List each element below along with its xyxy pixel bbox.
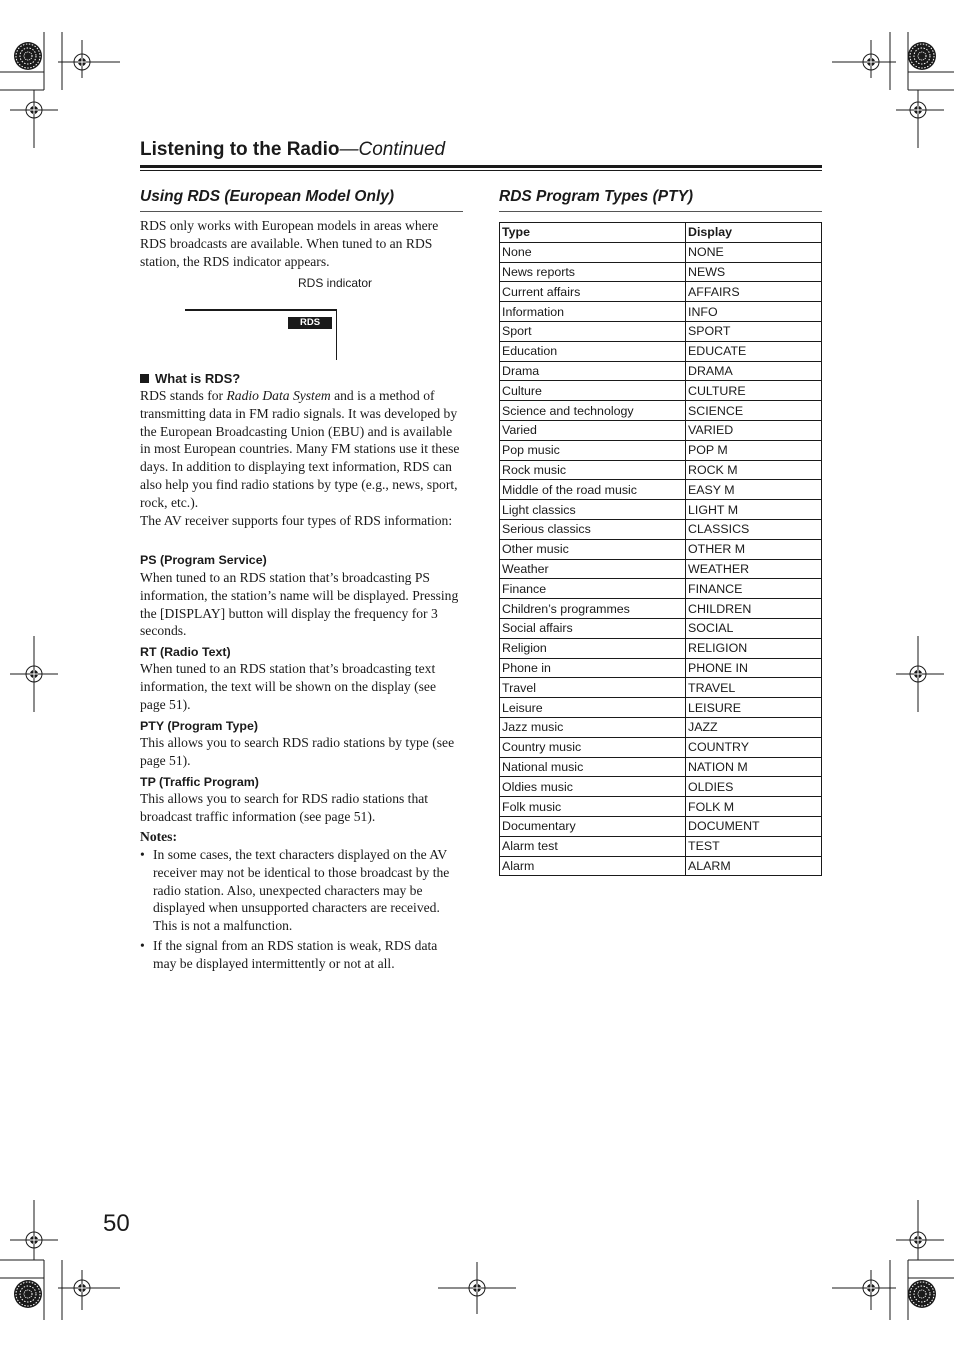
note-item [140, 846, 464, 936]
pty-heading: PTY (Program Type) [140, 719, 258, 733]
pty-table-body [500, 242, 822, 876]
table-row [500, 777, 822, 797]
table-row [500, 856, 822, 876]
cell-type: Phone in [500, 658, 686, 678]
cell-type: Varied [500, 420, 686, 440]
table-row [500, 420, 822, 440]
cell-display: RELIGION [686, 638, 822, 658]
cell-type: Culture [500, 381, 686, 401]
cell-type: Children’s programmes [500, 599, 686, 619]
section-heading-pty: RDS Program Types (PTY) [499, 188, 694, 205]
rt-heading: RT (Radio Text) [140, 645, 231, 659]
bullet-dot-icon: • [140, 938, 145, 953]
cell-type: Oldies music [500, 777, 686, 797]
page-title-main: Listening to the Radio [140, 139, 340, 160]
table-row [500, 361, 822, 381]
cell-display: ROCK M [686, 460, 822, 480]
cell-type: Jazz music [500, 717, 686, 737]
table-row [500, 440, 822, 460]
table-row [500, 242, 822, 262]
cell-display: SOCIAL [686, 618, 822, 638]
cell-type: Sport [500, 321, 686, 341]
cell-type: Drama [500, 361, 686, 381]
table-row [500, 321, 822, 341]
cell-display: NEWS [686, 262, 822, 282]
notes-heading: Notes: [140, 829, 177, 844]
table-row [500, 341, 822, 361]
cell-display: POP M [686, 440, 822, 460]
rds-indicator-label: RDS indicator [298, 276, 373, 290]
column-header-type: Type [500, 223, 686, 243]
what-is-rds-heading-text: What is RDS? [155, 371, 241, 386]
cell-type: Current affairs [500, 282, 686, 302]
table-row [500, 678, 822, 698]
what-is-rds-text-2: and is a method of transmitting data in FM radio signals. It was developed by the European Broadcasting Union (EBU) and is available in most European countries. Many FM stations use it these days. In addition to displaying text information, RDS can also help you find radio stations by type (e.g., news, sport, rock, etc.). [140, 388, 460, 510]
tp-heading: TP (Traffic Program) [140, 775, 259, 789]
rds-indicator-leader-horizontal [185, 309, 337, 311]
what-is-rds-text-italic: Radio Data System [226, 388, 331, 403]
cell-display: NONE [686, 242, 822, 262]
tp-paragraph: This allows you to search for RDS radio stations that broadcast traffic information (see page 51). [140, 791, 429, 824]
note-item [140, 937, 464, 973]
cell-type: Alarm test [500, 836, 686, 856]
cell-type: Pop music [500, 440, 686, 460]
cell-type: Religion [500, 638, 686, 658]
table-row [500, 638, 822, 658]
table-row [500, 401, 822, 421]
cell-display: EDUCATE [686, 341, 822, 361]
table-row [500, 262, 822, 282]
cell-display: DOCUMENT [686, 816, 822, 836]
table-row [500, 302, 822, 322]
cell-type: Science and technology [500, 401, 686, 421]
note-text: In some cases, the text characters displayed on the AV receiver may not be identical to those broadcast by the radio station. Also, unexpected characters may be displayed when unsupported characters are received. This is not a malfunction. [153, 847, 450, 934]
table-row [500, 559, 822, 579]
cell-type: Social affairs [500, 618, 686, 638]
cell-type: Weather [500, 559, 686, 579]
header-rule-thin [140, 170, 822, 171]
section-heading-using-rds: Using RDS (European Model Only) [140, 188, 395, 205]
cell-display: CLASSICS [686, 519, 822, 539]
cell-type: Other music [500, 539, 686, 559]
rds-types-intro: The AV receiver supports four types of RDS information: [140, 513, 453, 528]
table-row [500, 757, 822, 777]
cell-display: NATION M [686, 757, 822, 777]
cell-display: VARIED [686, 420, 822, 440]
cell-type: Finance [500, 579, 686, 599]
cell-type: Documentary [500, 816, 686, 836]
pty-table [499, 222, 822, 876]
intro-paragraph: RDS only works with European models in areas where RDS broadcasts are available. When tuned to an RDS station, the RDS indicator appears. [140, 218, 439, 269]
what-is-rds-paragraph [140, 387, 464, 512]
cell-type: Middle of the road music [500, 480, 686, 500]
table-row [500, 658, 822, 678]
table-row [500, 836, 822, 856]
cell-display: SCIENCE [686, 401, 822, 421]
table-header-row [500, 223, 822, 243]
table-row [500, 618, 822, 638]
table-row [500, 797, 822, 817]
ps-heading: PS (Program Service) [140, 553, 267, 567]
cell-display: CULTURE [686, 381, 822, 401]
cell-type: Folk music [500, 797, 686, 817]
bullet-dot-icon: • [140, 847, 145, 862]
cell-display: OTHER M [686, 539, 822, 559]
cell-display: DRAMA [686, 361, 822, 381]
square-bullet-icon [140, 374, 149, 383]
table-row [500, 500, 822, 520]
cell-display: INFO [686, 302, 822, 322]
cell-display: FOLK M [686, 797, 822, 817]
cell-display: LEISURE [686, 698, 822, 718]
cell-display: CHILDREN [686, 599, 822, 619]
cell-type: Education [500, 341, 686, 361]
rt-paragraph: When tuned to an RDS station that’s broadcasting text information, the text will be shown on the display (see page 51). [140, 661, 436, 712]
cell-type: Light classics [500, 500, 686, 520]
cell-display: OLDIES [686, 777, 822, 797]
section-rule-left [140, 211, 463, 212]
page-title-suffix: —Continued [339, 139, 446, 160]
cell-display: SPORT [686, 321, 822, 341]
page-title [140, 139, 445, 161]
ps-paragraph: When tuned to an RDS station that’s broadcasting PS information, the station’s name will be displayed. Pressing the [DISPLAY] button will display the frequency for 3 seconds. [140, 570, 459, 639]
cell-type: Country music [500, 737, 686, 757]
table-row [500, 480, 822, 500]
section-rule-right [499, 211, 822, 212]
table-row [500, 381, 822, 401]
cell-display: JAZZ [686, 717, 822, 737]
header-rule-thick [140, 165, 822, 168]
rds-indicator-badge: RDS [288, 317, 332, 329]
cell-display: COUNTRY [686, 737, 822, 757]
cell-type: Leisure [500, 698, 686, 718]
note-text: If the signal from an RDS station is weak, RDS data may be displayed intermittently or not at all. [153, 938, 438, 971]
column-header-display: Display [686, 223, 822, 243]
cell-display: AFFAIRS [686, 282, 822, 302]
table-row [500, 599, 822, 619]
cell-type: News reports [500, 262, 686, 282]
cell-display: EASY M [686, 480, 822, 500]
table-row [500, 717, 822, 737]
page-number: 50 [103, 1210, 130, 1237]
cell-display: WEATHER [686, 559, 822, 579]
table-row [500, 460, 822, 480]
cell-type: Alarm [500, 856, 686, 876]
table-row [500, 816, 822, 836]
cell-type: National music [500, 757, 686, 777]
table-row [500, 519, 822, 539]
table-row [500, 698, 822, 718]
cell-type: Rock music [500, 460, 686, 480]
cell-type: Information [500, 302, 686, 322]
table-row [500, 282, 822, 302]
cell-display: ALARM [686, 856, 822, 876]
rds-indicator-leader-vertical [336, 309, 337, 360]
cell-display: TRAVEL [686, 678, 822, 698]
cell-display: TEST [686, 836, 822, 856]
cell-type: Travel [500, 678, 686, 698]
table-row [500, 539, 822, 559]
what-is-rds-text-1: RDS stands for [140, 388, 227, 403]
cell-type: Serious classics [500, 519, 686, 539]
table-row [500, 579, 822, 599]
table-row [500, 737, 822, 757]
cell-display: LIGHT M [686, 500, 822, 520]
what-is-rds-heading [140, 371, 240, 386]
cell-type: None [500, 242, 686, 262]
cell-display: PHONE IN [686, 658, 822, 678]
cell-display: FINANCE [686, 579, 822, 599]
pty-paragraph: This allows you to search RDS radio stations by type (see page 51). [140, 735, 455, 768]
